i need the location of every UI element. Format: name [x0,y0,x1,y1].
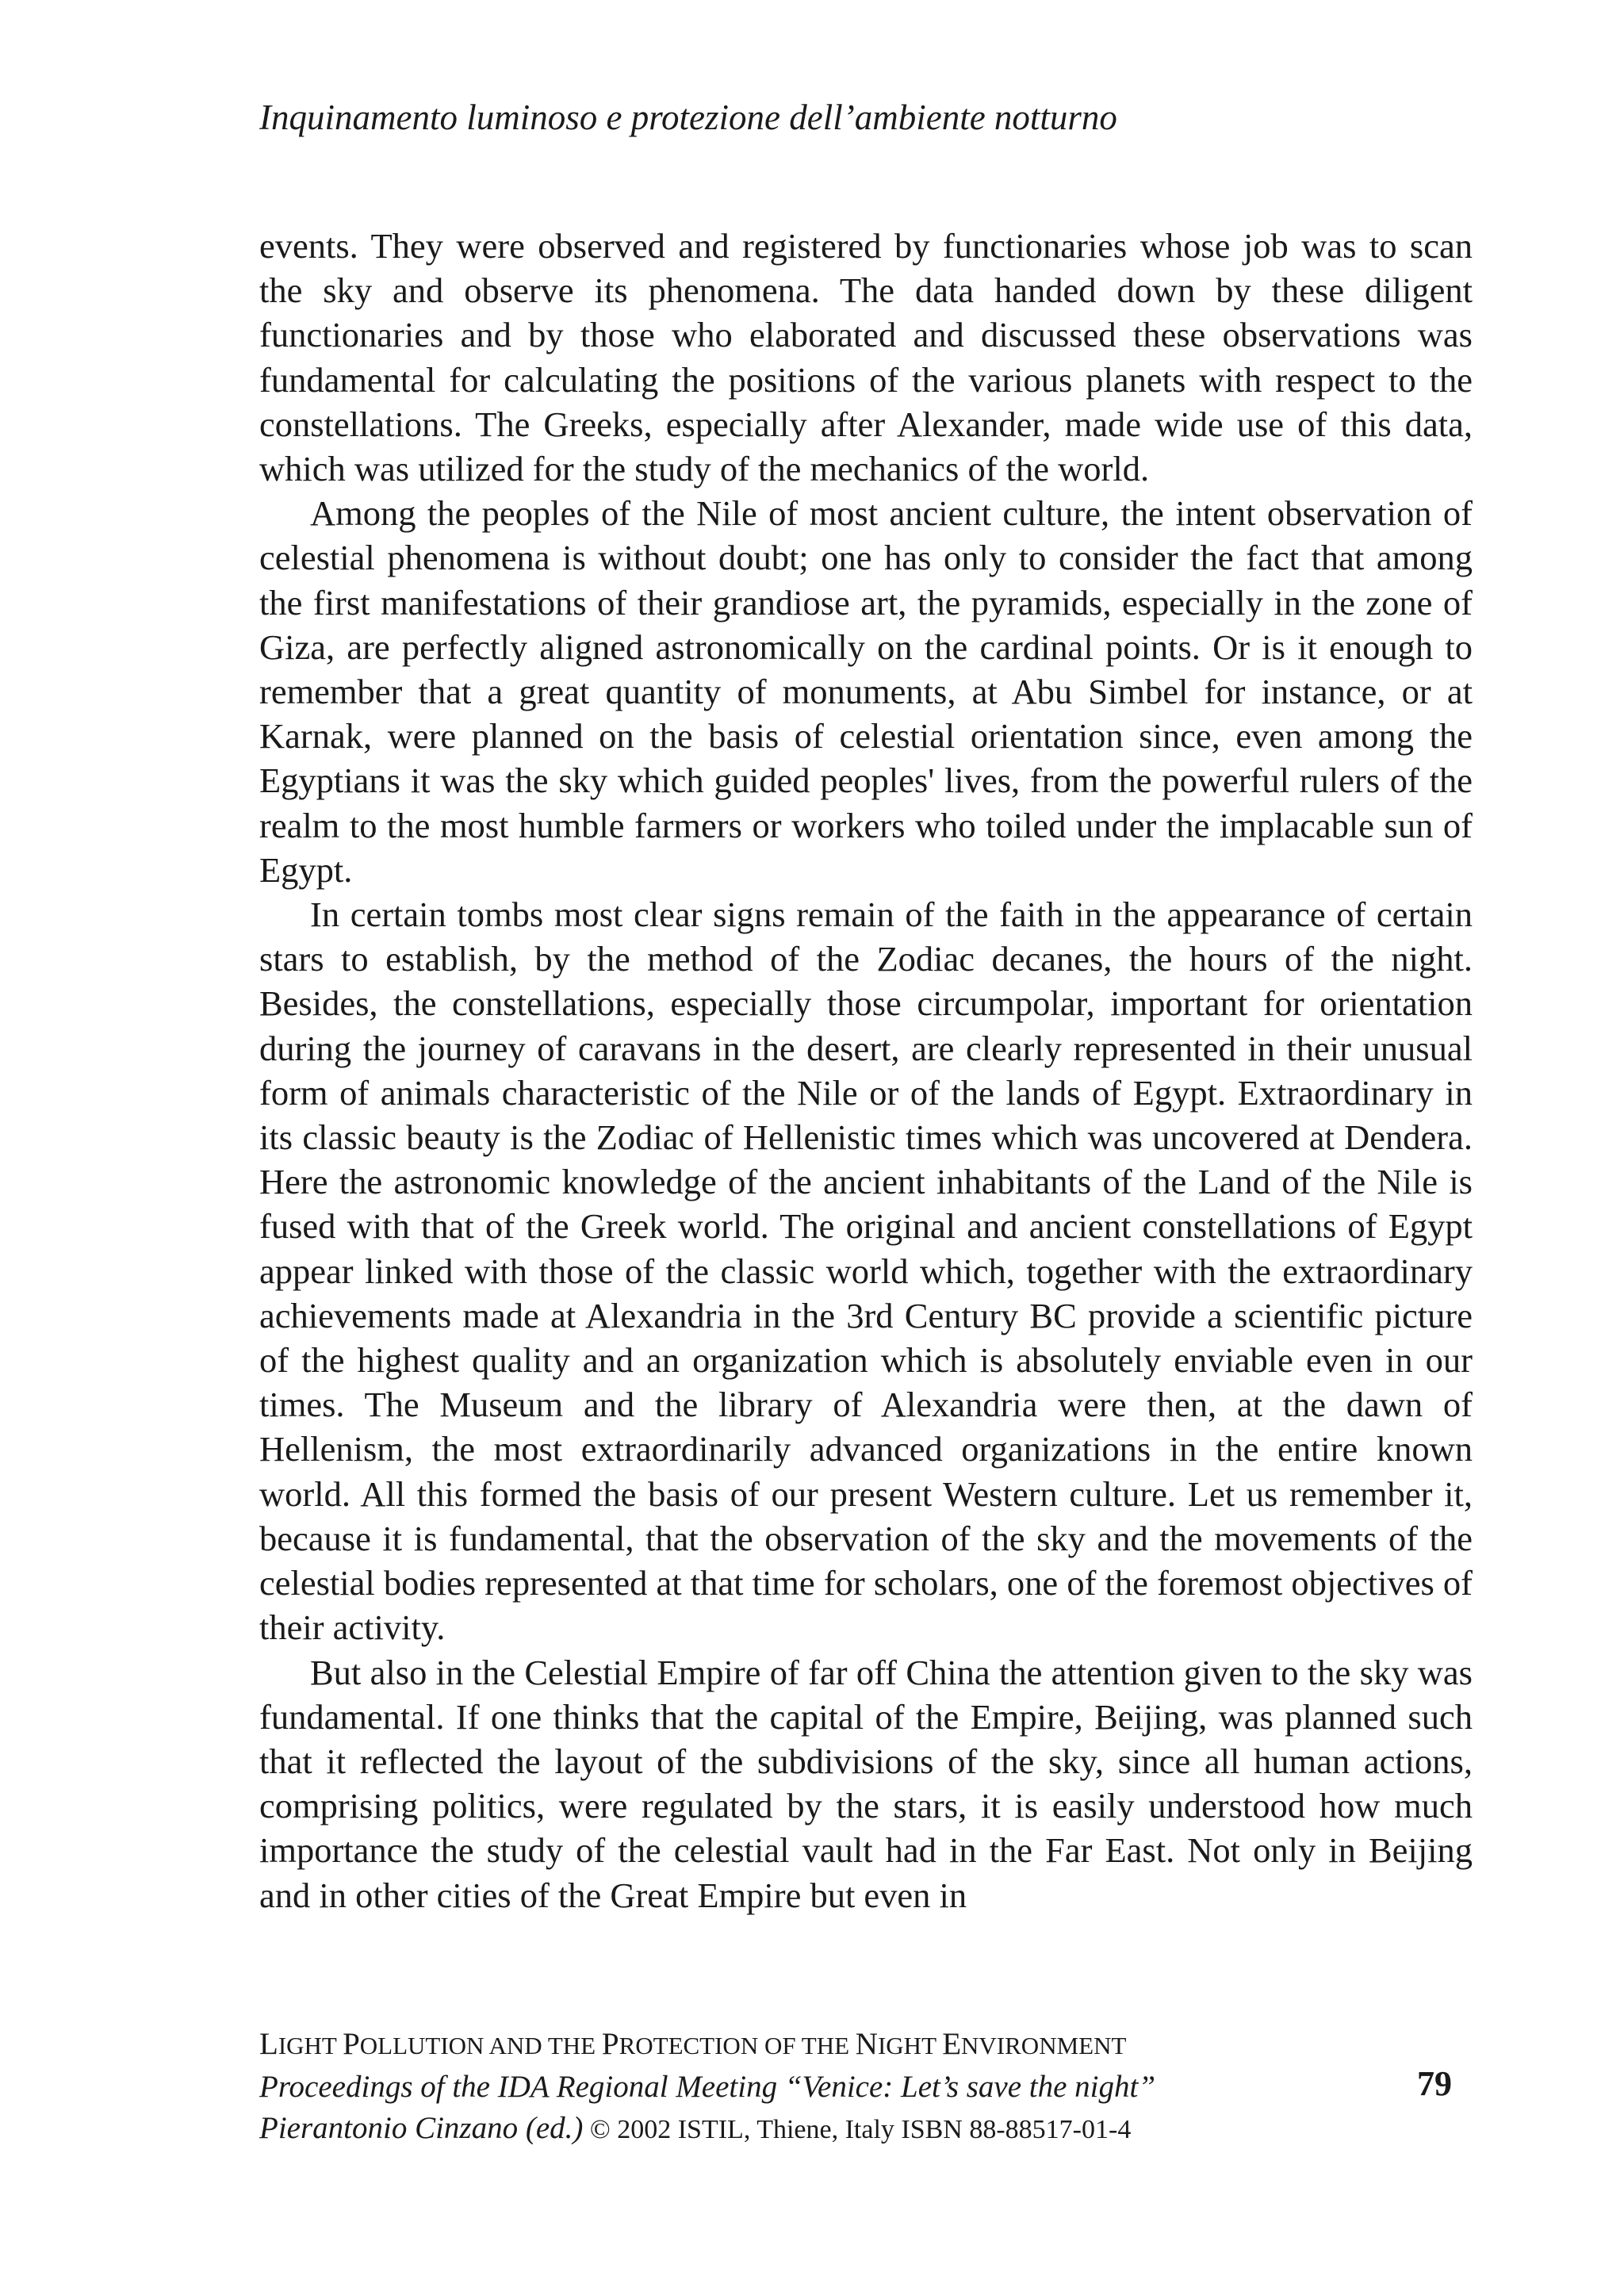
page-footer [259,2024,1473,2151]
editor-name: Pierantonio Cinzano (ed.) [259,2111,584,2145]
proceedings-line: Proceedings of the IDA Regional Meeting “Venice: Let’s save the night” [259,2070,1156,2104]
page-number: 79 [1417,2064,1452,2103]
series-title-part: LIGHT [259,2027,343,2061]
body-text [259,224,1473,1917]
series-title-part: POLLUTION AND THE [343,2027,602,2061]
series-title-part: ENVIRONMENT [942,2027,1127,2061]
series-title-part: PROTECTION OF THE [601,2027,856,2061]
paragraph: In certain tombs most clear signs remain of the faith in the appearance of certain stars to establish, by the method of the Zodiac decanes, the hours of the night. Besides, the constellations, especially those circumpolar, important for orientation during the journey of caravans in the desert, are clearly represented in their unusual form of animals characteristic of the Nile or of the lands of Egypt. Extraordinary in its classic beauty is the Zodiac of Hellenistic times which was uncovered at Dendera. Here the astronomic knowledge of the ancient inhabitants of the Land of the Nile is fused with that of the Greek world. The original and ancient constellations of Egypt appear linked with those of the classic world which, together with the extraordinary achievements made at Alexandria in the 3rd Century BC provide a scientific picture of the highest quality and an organization which is absolutely enviable even in our times. The Museum and the library of Alexandria were then, at the dawn of Hellenism, the most extraordinarily advanced organizations in the entire known world. All this formed the basis of our present Western culture. Let us remember it, because it is fundamental, that the observation of the sky and the movements of the celestial bodies represented at that time for scholars, one of the foremost objectives of their activity. [259,895,1473,1648]
paragraph: events. They were observed and registered by functionaries whose job was to scan the sky and observe its phenomena. The data handed down by these diligent functionaries and by those who elaborated and discussed these observations was fundamental for calculating the positions of the various planets with respect to the constellations. The Greeks, especially after Alexander, made wide use of this data, which was utilized for the study of the mechanics of the world. [259,226,1473,489]
paragraph: But also in the Celestial Empire of far off China the attention given to the sky was fundamental. If one thinks that the capital of the Empire, Beijing, was planned such that it reflected the layout of the subdivisions of the sky, since all human actions, comprising politics, were regulated by the stars, it is easily understood how much importance the study of the celestial vault had in the Far East. Not only in Beijing and in other cities of the Great Empire but even in [259,1652,1473,1915]
series-title [259,2024,1473,2067]
paragraph: Among the peoples of the Nile of most ancient culture, the intent observation of celestial phenomena is without doubt; one has only to consider the fact that among the first manifestations of their grandiose art, the pyramids, especially in the zone of Giza, are perfectly aligned astronomically on the cardinal points. Or is it enough to remember that a great quantity of monuments, at Abu Simbel for instance, or at Karnak, were planned on the basis of celestial orientation since, even among the Egyptians it was the sky which guided peoples' lives, from the powerful rulers of the realm to the most humble farmers or workers who toiled under the implacable sun of Egypt. [259,493,1473,890]
editor-line [259,2108,1473,2151]
running-head: Inquinamento luminoso e protezione dell’ambiente notturno [259,98,1117,137]
publisher-info: © 2002 ISTIL, Thiene, Italy ISBN 88-88517-01-4 [583,2115,1132,2144]
series-title-part: NIGHT [855,2027,943,2061]
